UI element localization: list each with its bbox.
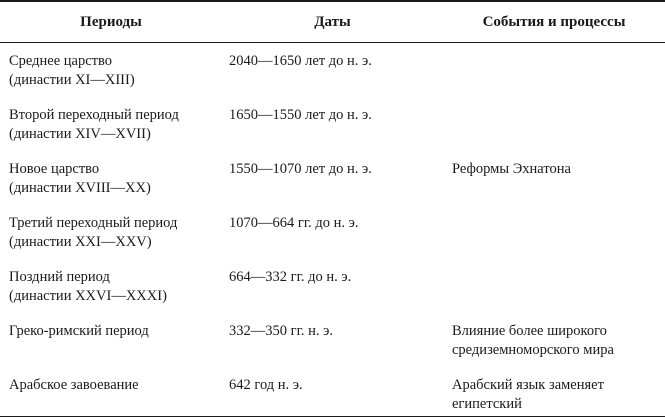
table-row — [0, 106, 665, 160]
period-cell — [0, 268, 222, 322]
table-row — [0, 43, 665, 107]
event-line: Влияние более широкого — [452, 323, 607, 339]
period-cell — [0, 160, 222, 214]
period-cell — [0, 43, 222, 107]
period-name: Среднее царство — [9, 53, 113, 69]
period-name: Третий переходный период — [9, 215, 178, 231]
header-period: Периоды — [0, 1, 222, 43]
date-cell: 664—332 гг. до н. э. — [229, 269, 352, 285]
header-row — [0, 1, 665, 43]
header-date: Даты — [222, 1, 443, 43]
date-cell: 1070—664 гг. до н. э. — [229, 215, 359, 231]
table-header — [0, 1, 665, 43]
period-name: Арабское завоевание — [9, 377, 139, 393]
period-dynasties: (династии XXI—XXV) — [9, 234, 152, 250]
event-cell — [443, 214, 665, 268]
event-cell — [443, 322, 665, 376]
date-cell: 642 год н. э. — [222, 376, 443, 417]
event-line: египетский — [452, 396, 522, 412]
period-dynasties: (династии XIV—XVII) — [9, 126, 151, 142]
event-cell — [443, 106, 665, 160]
period-cell — [0, 376, 222, 417]
header-events: События и процессы — [443, 1, 665, 43]
event-cell — [443, 43, 665, 107]
period-name: Второй переходный период — [9, 107, 179, 123]
table-row — [0, 160, 665, 214]
table-row — [0, 322, 665, 376]
period-cell — [0, 322, 222, 376]
table-row — [0, 376, 665, 417]
period-cell — [0, 214, 222, 268]
period-name: Новое царство — [9, 161, 100, 177]
event-line: средиземноморского мира — [452, 342, 614, 358]
event-line: Реформы Эхнатона — [452, 161, 571, 177]
period-dynasties: (династии XI—XIII) — [9, 72, 135, 88]
date-cell: 1650—1550 лет до н. э. — [229, 107, 372, 123]
table-body — [0, 43, 665, 417]
date-cell: 1550—1070 лет до н. э. — [229, 161, 372, 177]
table-row — [0, 214, 665, 268]
period-name: Греко-римский период — [9, 323, 149, 339]
table-row — [0, 268, 665, 322]
date-cell: 332—350 гг. н. э. — [229, 323, 333, 339]
date-cell: 2040—1650 лет до н. э. — [229, 53, 372, 69]
period-dynasties: (династии XVIII—XX) — [9, 180, 151, 196]
period-dynasties: (династии XXVI—XXXI) — [9, 288, 167, 304]
event-cell — [443, 268, 665, 322]
period-name: Поздний период — [9, 269, 110, 285]
event-cell — [443, 376, 665, 417]
event-line: Арабский язык заменяет — [452, 377, 604, 393]
period-cell — [0, 106, 222, 160]
event-cell — [443, 160, 665, 214]
